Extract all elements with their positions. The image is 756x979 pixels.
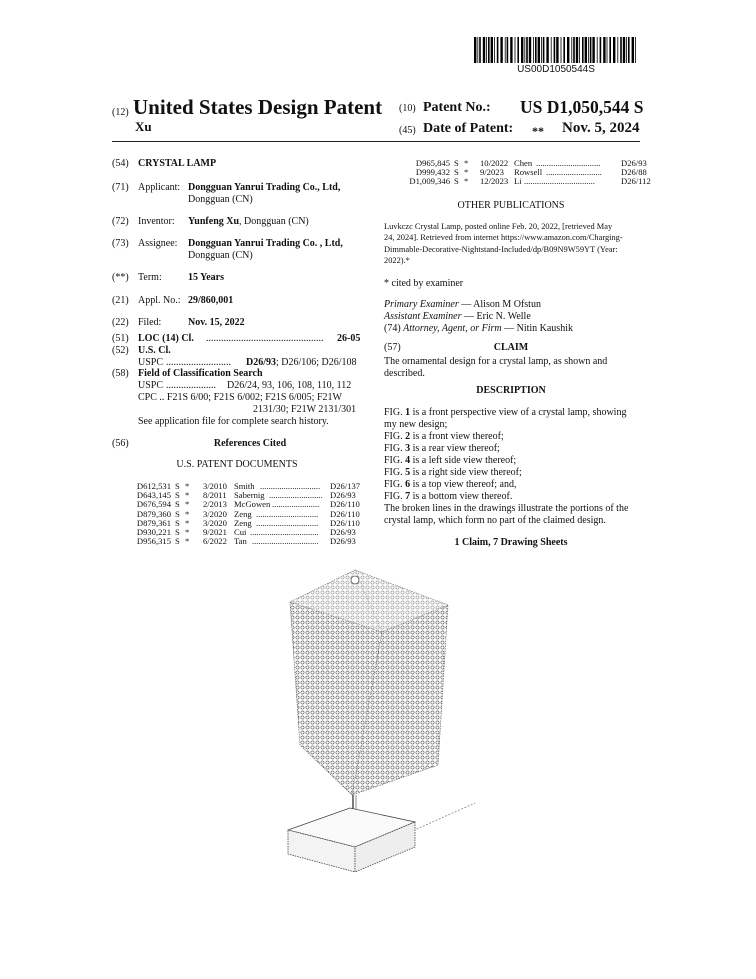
barcode-bar bbox=[538, 37, 540, 63]
figure-number: 6 bbox=[405, 479, 411, 490]
barcode-bar bbox=[567, 37, 569, 63]
cited-by-examiner-note: * cited by examiner bbox=[384, 278, 464, 289]
barcode-bar bbox=[609, 37, 611, 63]
reference-class: D26/110 bbox=[330, 517, 360, 528]
barcode bbox=[474, 37, 638, 63]
reference-class: D26/93 bbox=[330, 527, 356, 537]
field-73-num: (73) bbox=[112, 238, 129, 249]
applicant-location: Dongguan (CN) bbox=[188, 194, 253, 205]
figure-number: 2 bbox=[405, 431, 411, 442]
barcode-bar bbox=[494, 37, 495, 63]
kind-code-10: (10) bbox=[399, 103, 416, 114]
field-52-num: (52) bbox=[112, 345, 129, 356]
attorney bbox=[384, 323, 573, 335]
inventor-location: , Dongguan (CN) bbox=[239, 216, 309, 227]
reference-kind: S bbox=[175, 508, 180, 519]
barcode-bar bbox=[603, 37, 605, 63]
reference-cited-mark: * bbox=[185, 481, 190, 491]
barcode-bar bbox=[571, 37, 572, 63]
field-57-num: (57) bbox=[384, 342, 401, 353]
crystal-lamp-figure bbox=[270, 560, 500, 880]
reference-kind: S bbox=[454, 176, 459, 187]
reference-cited-mark: * bbox=[185, 536, 190, 547]
barcode-bar bbox=[541, 37, 542, 63]
attorney-label: Attorney, Agent, or Firm bbox=[403, 323, 502, 334]
reference-cited-mark: * bbox=[185, 499, 190, 510]
publication-line-3: Dimmable-Decorative-Nightstand-Included/dp/B09N9W59YT (Year: bbox=[384, 244, 618, 254]
broken-lines-line-1: The broken lines in the drawings illustrate the portions of the bbox=[384, 503, 629, 514]
term-label: Term: bbox=[138, 272, 162, 283]
primary-examiner-label: Primary Examiner bbox=[384, 299, 459, 310]
field-21-num: (21) bbox=[112, 295, 129, 306]
figure-number: 4 bbox=[405, 455, 411, 466]
figure-number: 1 bbox=[405, 407, 411, 418]
reference-dots: ................................ bbox=[250, 528, 319, 537]
barcode-bar bbox=[632, 37, 634, 63]
barcode-bar bbox=[533, 37, 534, 63]
barcode-bar bbox=[497, 37, 499, 63]
search-cpc-line1: CPC .. F21S 6/00; F21S 6/002; F21S 6/005; F21W bbox=[138, 392, 342, 403]
barcode-bar bbox=[500, 37, 502, 63]
reference-class: D26/88 bbox=[621, 167, 647, 178]
references-cited-heading: References Cited bbox=[213, 438, 287, 449]
reference-dots: .............................. bbox=[536, 159, 601, 168]
figure-text: is a front perspective view of a crystal lamp, showing bbox=[410, 407, 627, 418]
reference-number: D999,432 bbox=[415, 167, 450, 178]
barcode-bar bbox=[600, 37, 602, 63]
reference-kind: S bbox=[175, 499, 180, 510]
reference-date: 9/2023 bbox=[480, 167, 504, 178]
figure-description-line bbox=[384, 407, 626, 419]
barcode-bar bbox=[576, 37, 578, 63]
barcode-bar bbox=[626, 37, 627, 63]
patent-no-label: Patent No.: bbox=[423, 100, 491, 115]
reference-kind: S bbox=[175, 490, 180, 501]
reference-cited-mark: * bbox=[464, 158, 469, 168]
reference-name: Rowsell bbox=[514, 167, 543, 178]
barcode-bar bbox=[592, 37, 594, 63]
reference-number: D643,145 bbox=[136, 490, 171, 501]
reference-dots: ............................... bbox=[252, 537, 319, 546]
field-58-num: (58) bbox=[112, 368, 129, 379]
header-rule bbox=[112, 141, 640, 142]
figure-text: FIG. bbox=[384, 407, 406, 418]
barcode-bar bbox=[526, 37, 528, 63]
patent-number: US D1,050,544 S bbox=[520, 97, 644, 117]
assignee-location: Dongguan (CN) bbox=[188, 250, 253, 261]
loc-class-dots: ............................................... bbox=[206, 333, 324, 344]
barcode-bar bbox=[551, 37, 552, 63]
figure-description-line bbox=[384, 455, 626, 467]
barcode-bar bbox=[617, 37, 618, 63]
reference-class: D26/137 bbox=[330, 481, 361, 491]
reference-number: D930,221 bbox=[136, 527, 171, 537]
reference-class: D26/93 bbox=[330, 536, 356, 547]
barcode-bar bbox=[543, 37, 545, 63]
reference-class: D26/110 bbox=[330, 508, 360, 519]
reference-dots: ...................... bbox=[272, 500, 320, 509]
figure-text: is a right side view thereof; bbox=[410, 467, 522, 478]
barcode-bar bbox=[556, 37, 558, 63]
field-22-num: (22) bbox=[112, 317, 129, 328]
applicant-name: Dongguan Yanrui Trading Co., Ltd, bbox=[188, 182, 341, 193]
uspc-main-class: D26/93 bbox=[246, 357, 276, 368]
document-title: United States Design Patent bbox=[133, 95, 383, 119]
figure-description-line bbox=[384, 431, 626, 443]
barcode-bar bbox=[474, 37, 476, 63]
reference-cited-mark: * bbox=[185, 490, 190, 501]
figure-text: is a bottom view thereof. bbox=[410, 491, 513, 502]
uspc-label: USPC bbox=[138, 357, 164, 368]
figure-description-line bbox=[384, 419, 626, 431]
barcode-bar bbox=[561, 37, 562, 63]
figure-number: 3 bbox=[405, 443, 411, 454]
barcode-bar bbox=[491, 37, 493, 63]
barcode-bar bbox=[579, 37, 580, 63]
figure-description-line bbox=[384, 491, 626, 503]
term-extension-stars: ** bbox=[532, 124, 544, 138]
claim-text bbox=[384, 356, 640, 380]
reference-name: Smith bbox=[234, 481, 255, 491]
reference-date: 2/2013 bbox=[203, 499, 227, 510]
publication-line-1: Luvkczc Crystal Lamp, posted online Feb. 20, 2022, [retrieved May bbox=[384, 222, 613, 231]
reference-number: D879,361 bbox=[136, 517, 171, 528]
broken-lines-line-2: crystal lamp, which form no part of the claimed design. bbox=[384, 515, 606, 526]
crystal-lamp-drawing bbox=[270, 560, 500, 880]
reference-kind: S bbox=[454, 158, 459, 168]
barcode-bar bbox=[521, 37, 523, 63]
us-class-label: U.S. Cl. bbox=[138, 345, 171, 356]
figure-text: is a left side view thereof; bbox=[410, 455, 517, 466]
assistant-examiner bbox=[384, 311, 531, 323]
assignee-name: Dongguan Yanrui Trading Co. , Ltd, bbox=[188, 238, 343, 249]
barcode-bar bbox=[529, 37, 531, 63]
description-heading: DESCRIPTION bbox=[476, 385, 546, 396]
reference-dots: ............................ bbox=[260, 482, 321, 491]
other-publications-heading: OTHER PUBLICATIONS bbox=[457, 200, 565, 211]
barcode-bar bbox=[573, 37, 575, 63]
reference-class: D26/93 bbox=[621, 158, 647, 168]
inventor-label: Inventor: bbox=[138, 216, 175, 227]
barcode-bar bbox=[635, 37, 636, 63]
barcode-bar bbox=[563, 37, 565, 63]
figure-number: 7 bbox=[405, 491, 411, 502]
reference-class: D26/112 bbox=[621, 176, 651, 187]
reference-cited-mark: * bbox=[185, 508, 190, 519]
search-cpc-line2: 2131/30; F21W 2131/301 bbox=[253, 404, 357, 415]
reference-kind: S bbox=[454, 167, 459, 178]
barcode-bar bbox=[597, 37, 598, 63]
filed-label: Filed: bbox=[138, 317, 162, 328]
figure-text: FIG. bbox=[384, 455, 406, 466]
reference-number: D1,009,346 bbox=[409, 176, 450, 187]
figure-text: is a rear view thereof; bbox=[410, 443, 500, 454]
inventor-name: Yunfeng Xu bbox=[188, 216, 240, 227]
barcode-bar bbox=[546, 37, 548, 63]
reference-class: D26/93 bbox=[330, 490, 356, 501]
figure-description-line bbox=[384, 479, 626, 491]
reference-name: Cui bbox=[234, 527, 247, 537]
claim-line-2: described. bbox=[384, 368, 425, 379]
figure-text: FIG. bbox=[384, 491, 406, 502]
reference-dots: ................................. bbox=[524, 177, 595, 186]
term-num: (**) bbox=[112, 272, 129, 283]
barcode-bar bbox=[607, 37, 608, 63]
barcode-number: US00D1050544S bbox=[517, 64, 595, 75]
claim-heading: CLAIM bbox=[493, 342, 529, 353]
attorney-name: — Nitin Kaushik bbox=[501, 323, 573, 334]
broken-lines-note bbox=[384, 503, 628, 527]
search-uspc-classes: D26/24, 93, 106, 108, 110, 112 bbox=[227, 380, 352, 391]
field-74-num: (74) bbox=[384, 323, 401, 334]
reference-cited-mark: * bbox=[464, 176, 469, 187]
barcode-bar bbox=[505, 37, 506, 63]
reference-date: 12/2023 bbox=[480, 176, 509, 187]
reference-name: Sabernig bbox=[234, 490, 265, 501]
term-value: 15 Years bbox=[188, 272, 225, 283]
figure-text: my new design; bbox=[384, 419, 448, 430]
barcode-bar bbox=[620, 37, 622, 63]
barcode-bar bbox=[483, 37, 485, 63]
figure-text: FIG. bbox=[384, 467, 406, 478]
barcode-bar bbox=[479, 37, 481, 63]
reference-cited-mark: * bbox=[185, 517, 190, 528]
reference-dots: .......................... bbox=[546, 168, 602, 177]
reference-date: 6/2022 bbox=[203, 536, 227, 547]
uspc-other-classes: ; D26/106; D26/108 bbox=[276, 357, 357, 368]
reference-name: McGowen bbox=[234, 499, 271, 510]
kind-code-45: (45) bbox=[399, 125, 416, 136]
classification-search-label: Field of Classification Search bbox=[138, 368, 263, 379]
field-72-num: (72) bbox=[112, 216, 129, 227]
figure-text: FIG. bbox=[384, 443, 406, 454]
reference-name: Zeng bbox=[234, 508, 252, 519]
reference-number: D612,531 bbox=[136, 481, 171, 491]
figure-description-line bbox=[384, 443, 626, 455]
field-71-num: (71) bbox=[112, 182, 129, 193]
figure-text: FIG. bbox=[384, 431, 406, 442]
reference-number: D965,845 bbox=[415, 158, 450, 168]
loc-class-label: LOC (14) Cl. bbox=[138, 333, 194, 344]
reference-date: 9/2021 bbox=[203, 527, 227, 537]
barcode-bar bbox=[585, 37, 587, 63]
barcode-bar bbox=[524, 37, 525, 63]
filed-value: Nov. 15, 2022 bbox=[188, 317, 245, 328]
search-uspc-dots: .................... bbox=[166, 380, 216, 391]
barcode-bar bbox=[477, 37, 478, 63]
reference-class: D26/110 bbox=[330, 499, 360, 510]
assistant-examiner-name: — Eric N. Welle bbox=[461, 311, 531, 322]
field-51-num: (51) bbox=[112, 333, 129, 344]
date-of-patent-label: Date of Patent: bbox=[423, 121, 514, 136]
barcode-bar bbox=[535, 37, 537, 63]
barcode-bar bbox=[486, 37, 487, 63]
reference-kind: S bbox=[175, 527, 180, 537]
field-56-num: (56) bbox=[112, 438, 129, 449]
publication-text bbox=[384, 221, 623, 267]
barcode-bar bbox=[623, 37, 625, 63]
barcode-image bbox=[474, 37, 638, 63]
kind-code-12: (12) bbox=[112, 107, 129, 118]
reference-dots: ............................. bbox=[256, 518, 319, 528]
reference-number: D956,315 bbox=[136, 536, 171, 547]
appl-no-label: Appl. No.: bbox=[138, 295, 181, 306]
reference-name: Zeng bbox=[234, 517, 252, 528]
assignee-label: Assignee: bbox=[138, 238, 178, 249]
figure-number: 5 bbox=[405, 467, 411, 478]
inventor-value bbox=[188, 216, 309, 228]
barcode-bar bbox=[628, 37, 630, 63]
reference-date: 8/2011 bbox=[203, 490, 227, 501]
reference-cited-mark: * bbox=[185, 527, 190, 537]
reference-name: Chen bbox=[514, 158, 533, 168]
figure-descriptions bbox=[384, 407, 626, 503]
barcode-bar bbox=[507, 37, 509, 63]
primary-examiner-name: — Alison M Ofstun bbox=[458, 299, 541, 310]
barcode-bar bbox=[517, 37, 519, 63]
assistant-examiner-label: Assistant Examiner bbox=[384, 311, 462, 322]
search-uspc-label: USPC bbox=[138, 380, 164, 391]
figure-description-line bbox=[384, 467, 626, 479]
claims-and-sheets: 1 Claim, 7 Drawing Sheets bbox=[454, 537, 568, 548]
barcode-bar bbox=[588, 37, 589, 63]
barcode-bar bbox=[510, 37, 512, 63]
figure-text: is a front view thereof; bbox=[410, 431, 504, 442]
figure-text: is a top view thereof; and, bbox=[410, 479, 517, 490]
primary-examiner bbox=[384, 299, 541, 311]
figure-text: FIG. bbox=[384, 479, 406, 490]
reference-name: Tan bbox=[234, 536, 247, 547]
reference-cited-mark: * bbox=[464, 167, 469, 178]
reference-kind: S bbox=[175, 481, 180, 491]
loc-class-value: 26-05 bbox=[337, 333, 361, 344]
appl-no-value: 29/860,001 bbox=[188, 295, 234, 306]
reference-date: 3/2020 bbox=[203, 517, 227, 528]
reference-date: 10/2022 bbox=[480, 158, 509, 168]
barcode-bar bbox=[613, 37, 615, 63]
barcode-bar bbox=[554, 37, 556, 63]
reference-dots: ......................... bbox=[269, 491, 323, 500]
applicant-label: Applicant: bbox=[138, 182, 181, 193]
reference-date: 3/2020 bbox=[203, 508, 227, 519]
design-title: CRYSTAL LAMP bbox=[138, 158, 217, 169]
reference-dots: ............................. bbox=[256, 509, 319, 519]
reference-number: D676,594 bbox=[136, 499, 171, 510]
search-history-note: See application file for complete search history. bbox=[138, 416, 329, 427]
publication-line-4: 2022).* bbox=[384, 256, 410, 266]
claim-line-1: The ornamental design for a crystal lamp, as shown and bbox=[384, 356, 608, 367]
barcode-bar bbox=[590, 37, 592, 63]
us-patent-documents-heading: U.S. PATENT DOCUMENTS bbox=[176, 459, 298, 470]
reference-kind: S bbox=[175, 536, 180, 547]
reference-kind: S bbox=[175, 517, 180, 528]
barcode-bar bbox=[488, 37, 490, 63]
uspc-dots: .......................... bbox=[166, 357, 231, 368]
field-54-num: (54) bbox=[112, 158, 129, 169]
barcode-bar bbox=[582, 37, 584, 63]
reference-number: D879,360 bbox=[136, 508, 171, 519]
patent-date: Nov. 5, 2024 bbox=[562, 120, 640, 136]
inventor-surname: Xu bbox=[135, 119, 152, 134]
reference-name: Li bbox=[514, 176, 522, 187]
barcode-bar bbox=[515, 37, 516, 63]
reference-date: 3/2010 bbox=[203, 481, 227, 491]
publication-line-2: 24, 2024]. Retrieved from internet https://www.amazon.com/Charging- bbox=[384, 233, 623, 243]
